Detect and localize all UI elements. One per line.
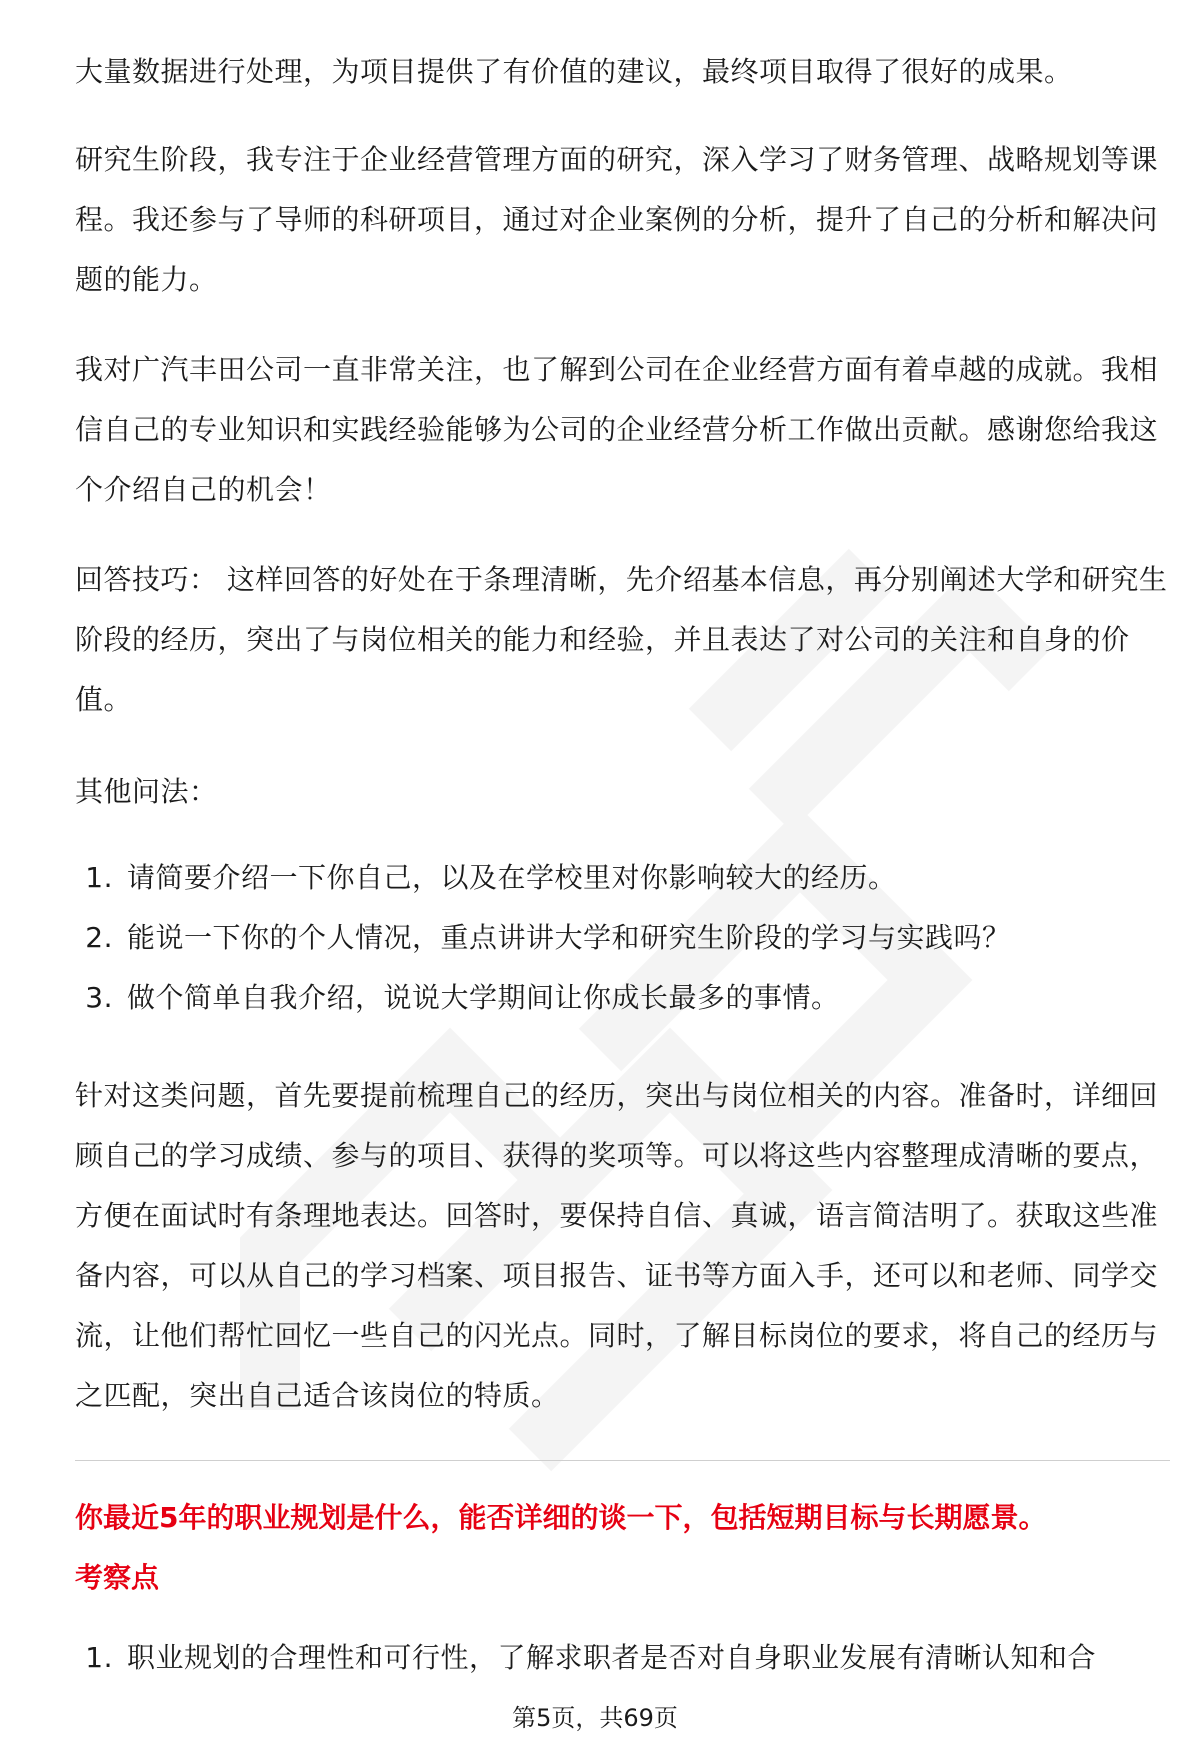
paragraph-preparation-advice: 针对这类问题，首先要提前梳理自己的经历，突出与岗位相关的内容。准备时，详细回顾自己的学习成绩、参与的项目、获得的奖项等。可以将这些内容整理成清晰的要点，方便在面试时有条理地表达。回答时，要保持自信、真诚，语言简洁明了。获取这些准备内容，可以从自己的学习档案、项目报告、证书等方面入手，还可以和老师、同学交流，让他们帮忙回忆一些自己的闪光点。同时，了解目标岗位的要求，将自己的经历与之匹配，突出自己适合该岗位的特质。 <box>75 1079 1159 1412</box>
list-item: 3. 做个简单自我介绍，说说大学期间让你成长最多的事情。 <box>85 981 840 1014</box>
other-questions-heading: 其他问法： <box>75 775 218 808</box>
list-item: 2. 能说一下你的个人情况，重点讲讲大学和研究生阶段的学习与实践吗？ <box>85 921 1011 954</box>
paragraph-answer-tips: 回答技巧： 这样回答的好处在于条理清晰，先介绍基本信息，再分别阐述大学和研究生阶段的经历，突出了与岗位相关的能力和经验，并且表达了对公司的关注和自身的价值。 <box>75 563 1168 716</box>
paragraph-project-result: 大量数据进行处理，为项目提供了有价值的建议，最终项目取得了很好的成果。 <box>75 55 1073 88</box>
page-footer: 第5页，共69页 <box>512 1704 678 1732</box>
question-subtitle: 考察点 <box>75 1561 160 1594</box>
paragraph-graduate-stage: 研究生阶段，我专注于企业经营管理方面的研究，深入学习了财务管理、战略规划等课程。我还参与了导师的科研项目，通过对企业案例的分析，提升了自己的分析和解决问题的能力。 <box>75 143 1159 296</box>
other-questions-list <box>75 848 1011 1028</box>
list-item: 1. 职业规划的合理性和可行性，了解求职者是否对自身职业发展有清晰认知和合 <box>85 1641 1097 1674</box>
assessment-points-list <box>75 1628 1096 1688</box>
question-title: 你最近5年的职业规划是什么，能否详细的谈一下，包括短期目标与长期愿景。 <box>75 1501 1047 1534</box>
paragraph-company-interest: 我对广汽丰田公司一直非常关注，也了解到公司在企业经营方面有着卓越的成就。我相信自己的专业知识和实践经验能够为公司的企业经营分析工作做出贡献。感谢您给我这个介绍自己的机会！ <box>75 353 1159 506</box>
list-item: 1. 请简要介绍一下你自己，以及在学校里对你影响较大的经历。 <box>85 861 897 894</box>
section-divider <box>75 1460 1170 1461</box>
